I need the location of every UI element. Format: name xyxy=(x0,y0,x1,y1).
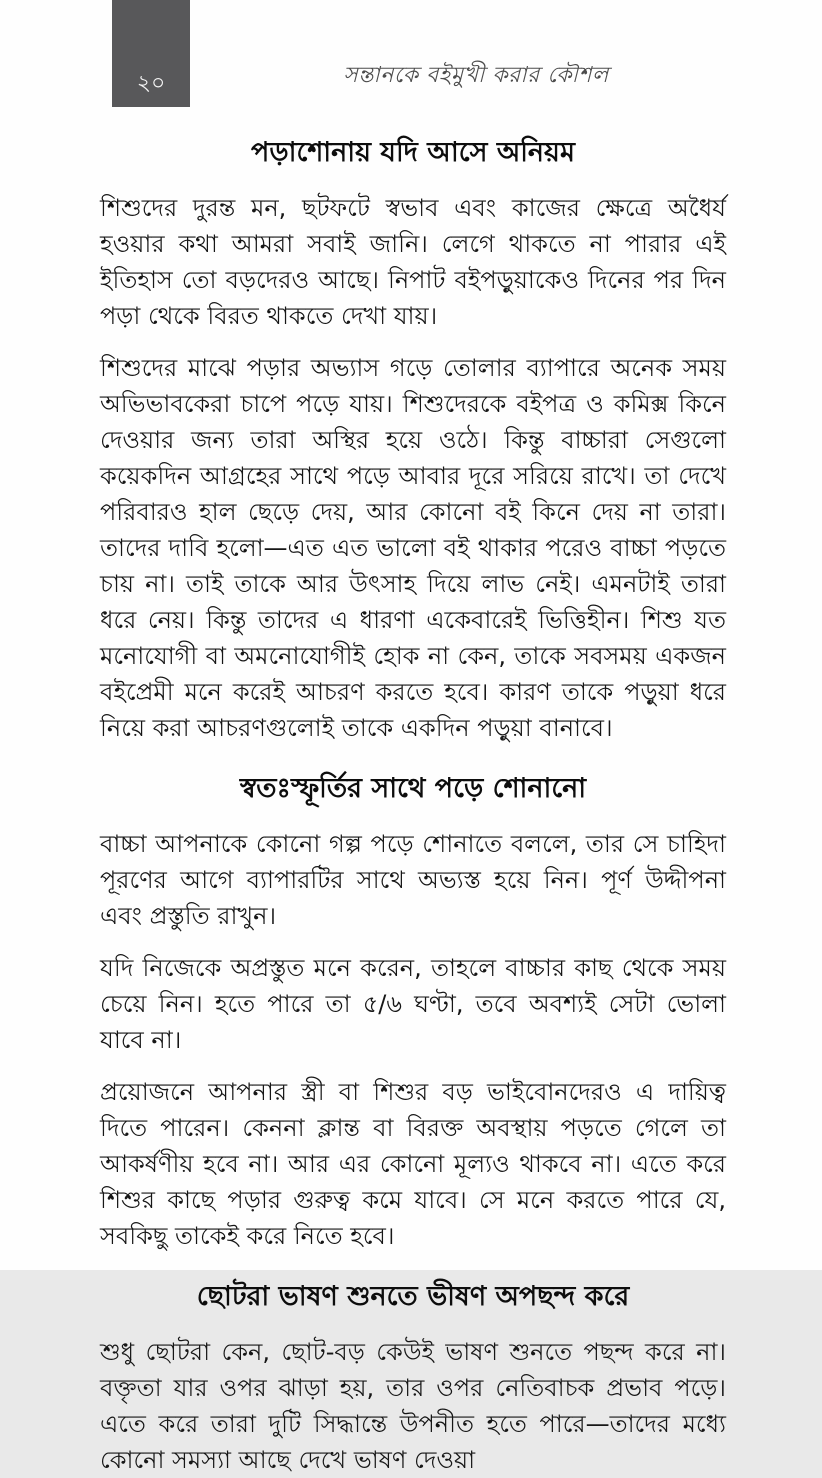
section-children-dislike-lectures xyxy=(100,1280,726,1478)
body-paragraph: শিশুদের দুরন্ত মন, ছটফটে স্বভাব এবং কাজের ক্ষেত্রে অধৈর্য হওয়ার কথা আমরা সবাই জানি। লেগে থাকতে না পারার এই ইতিহাস তো বড়দেরও আছে। নিপাট বইপড়ুয়াকেও দিনের পর দিন পড়া থেকে বিরত থাকতে দেখা যায়। xyxy=(100,194,726,330)
body-paragraph: যদি নিজেকে অপ্রস্তুত মনে করেন, তাহলে বাচ্চার কাছ থেকে সময় চেয়ে নিন। হতে পারে তা ৫/৬ ঘণ্টা, তবে অবশ্যই সেটা ভোলা যাবে না। xyxy=(100,954,726,1054)
section-heading: ছোটরা ভাষণ শুনতে ভীষণ অপছন্দ করে xyxy=(196,1281,630,1312)
page-content xyxy=(100,136,726,1478)
page-number-block xyxy=(112,0,190,107)
section-heading: পড়াশোনায় যদি আসে অনিয়ম xyxy=(251,137,575,168)
page-number: ২০ xyxy=(136,71,166,96)
section-spontaneous-reading xyxy=(100,772,726,1254)
running-header: সন্তানকে বইমুখী করার কৌশল xyxy=(343,63,609,88)
body-paragraph: শিশুদের মাঝে পড়ার অভ্যাস গড়ে তোলার ব্যাপারে অনেক সময় অভিভাবকেরা চাপে পড়ে যায়। শিশুদেরকে বইপত্র ও কমিক্স কিনে দেওয়ার জন্য তারা অস্থির হয়ে ওঠে। কিন্তু বাচ্চারা সেগুলো কয়েকদিন আগ্রহের সাথে পড়ে আবার দূরে সরিয়ে রাখে। তা দেখে পরিবারও হাল ছেড়ে দেয়, আর কোনো বই কিনে দেয় না তারা। তাদের দাবি হলো—এত এত ভালো বই থাকার পরেও বাচ্চা পড়তে চায় না। তাই তাকে আর উৎসাহ দিয়ে লাভ নেই। এমনটাই তারা ধরে নেয়। কিন্তু তাদের এ ধারণা একেবারেই ভিত্তিহীন। শিশু যত মনোযোগী বা অমনোযোগীই হোক না কেন, তাকে সবসময় একজন বইপ্রেমী মনে করেই আচরণ করতে হবে। কারণ তাকে পড়ুয়া ধরে নিয়ে করা আচরণগুলোই তাকে একদিন পড়ুয়া বানাবে। xyxy=(100,354,726,742)
section-heading: স্বতঃস্ফূর্তির সাথে পড়ে শোনানো xyxy=(239,773,587,804)
body-paragraph: প্রয়োজনে আপনার স্ত্রী বা শিশুর বড় ভাইবোনদেরও এ দায়িত্ব দিতে পারেন। কেননা ক্লান্ত বা বিরক্ত অবস্থায় পড়তে গেলে তা আকর্ষণীয় হবে না। আর এর কোনো মূল্যও থাকবে না। এতে করে শিশুর কাছে পড়ার গুরুত্ব কমে যাবে। সে মনে করতে পারে যে, সবকিছু তাকেই করে নিতে হবে। xyxy=(100,1078,726,1250)
body-paragraph: বাচ্চা আপনাকে কোনো গল্প পড়ে শোনাতে বললে, তার সে চাহিদা পূরণের আগে ব্যাপারটির সাথে অভ্যস্ত হয়ে নিন। পূর্ণ উদ্দীপনা এবং প্রস্তুতি রাখুন। xyxy=(100,830,726,930)
body-paragraph: শুধু ছোটরা কেন, ছোট-বড় কেউই ভাষণ শুনতে পছন্দ করে না। বক্তৃতা যার ওপর ঝাড়া হয়, তার ওপর নেতিবাচক প্রভাব পড়ে। এতে করে তারা দুটি সিদ্ধান্তে উপনীত হতে পারে—তাদের মধ্যে কোনো সমস্যা আছে দেখে ভাষণ দেওয়া xyxy=(100,1338,726,1474)
section-study-irregularity xyxy=(100,136,726,746)
